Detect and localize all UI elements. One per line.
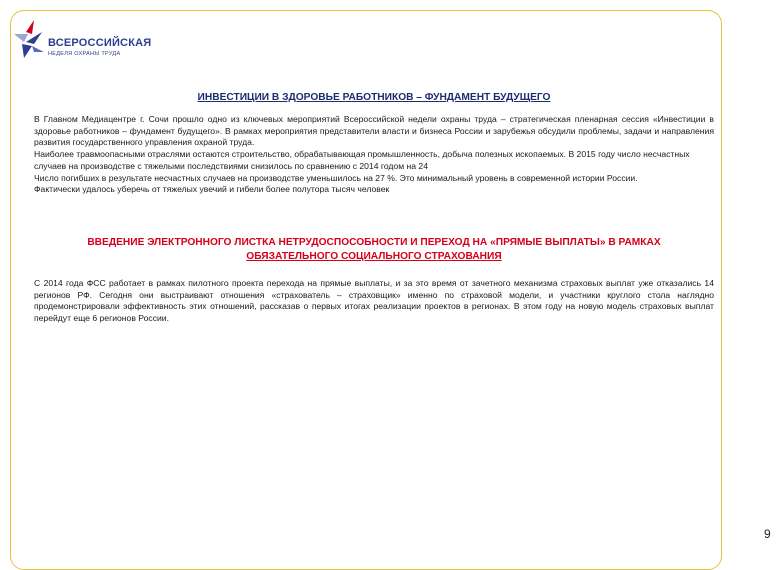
section1-paragraph: Число погибших в результате несчастных случаев на производстве уменьшилось на 27 %. Это минимальный уровень в современной истории России. — [34, 172, 638, 183]
section1-paragraph: Наиболее травмоопасными отраслями остаются строительство, обрабатывающая промышленность, добыча полезных ископаемых. В 2015 году число несчастных случаев на производстве с тяжелыми последствиями снизилось по сравнению с 2014 годом на 24 — [34, 149, 690, 171]
logo-subtitle: НЕДЕЛЯ ОХРАНЫ ТРУДА — [48, 51, 121, 57]
page-number: 9 — [764, 527, 771, 541]
logo-title: ВСЕРОССИЙСКАЯ — [48, 37, 152, 49]
logo — [12, 18, 152, 66]
section2-paragraph: С 2014 года ФСС работает в рамках пилотного проекта перехода на прямые выплаты, и за это время от зачетного механизма страховых выплат уже отказались 14 регионов РФ. Сегодня они выстраивают отношения «страхователь – страховщик» именно по страховой модели, и участники круглого стола наглядно продемонстрировали эффективность этих отношений, рассказав о первых итогах реализации проектов в регионах. В этом году на новую модель страховых выплат перейдут еще 6 регионов России. — [34, 278, 714, 324]
section2-heading — [34, 236, 714, 264]
section1-paragraph: В Главном Медиацентре г. Сочи прошло одно из ключевых мероприятий Всероссийской недели охраны труда – стратегическая пленарная сессия «Инвестиции в здоровье работников – фундамент будущего». В рамках мероприятия представители власти и бизнеса России и зарубежья обсудили проблемы, задачи и направления развития государственного управления охраной труда. — [34, 114, 714, 148]
section1-heading: ИНВЕСТИЦИИ В ЗДОРОВЬЕ РАБОТНИКОВ – ФУНДАМЕНТ БУДУЩЕГО — [197, 92, 551, 103]
logo-star-icon — [12, 18, 48, 62]
section2-heading-line1: ВВЕДЕНИЕ ЭЛЕКТРОННОГО ЛИСТКА НЕТРУДОСПОСОБНОСТИ И ПЕРЕХОД НА «ПРЯМЫЕ ВЫПЛАТЫ» В РАМКАХ — [87, 237, 661, 248]
section2-heading-line2: ОБЯЗАТЕЛЬНОГО СОЦИАЛЬНОГО СТРАХОВАНИЯ — [246, 251, 502, 262]
section1-paragraph: Фактически удалось уберечь от тяжелых увечий и гибели более полутора тысяч человек — [34, 184, 390, 195]
section1-body — [34, 114, 714, 196]
